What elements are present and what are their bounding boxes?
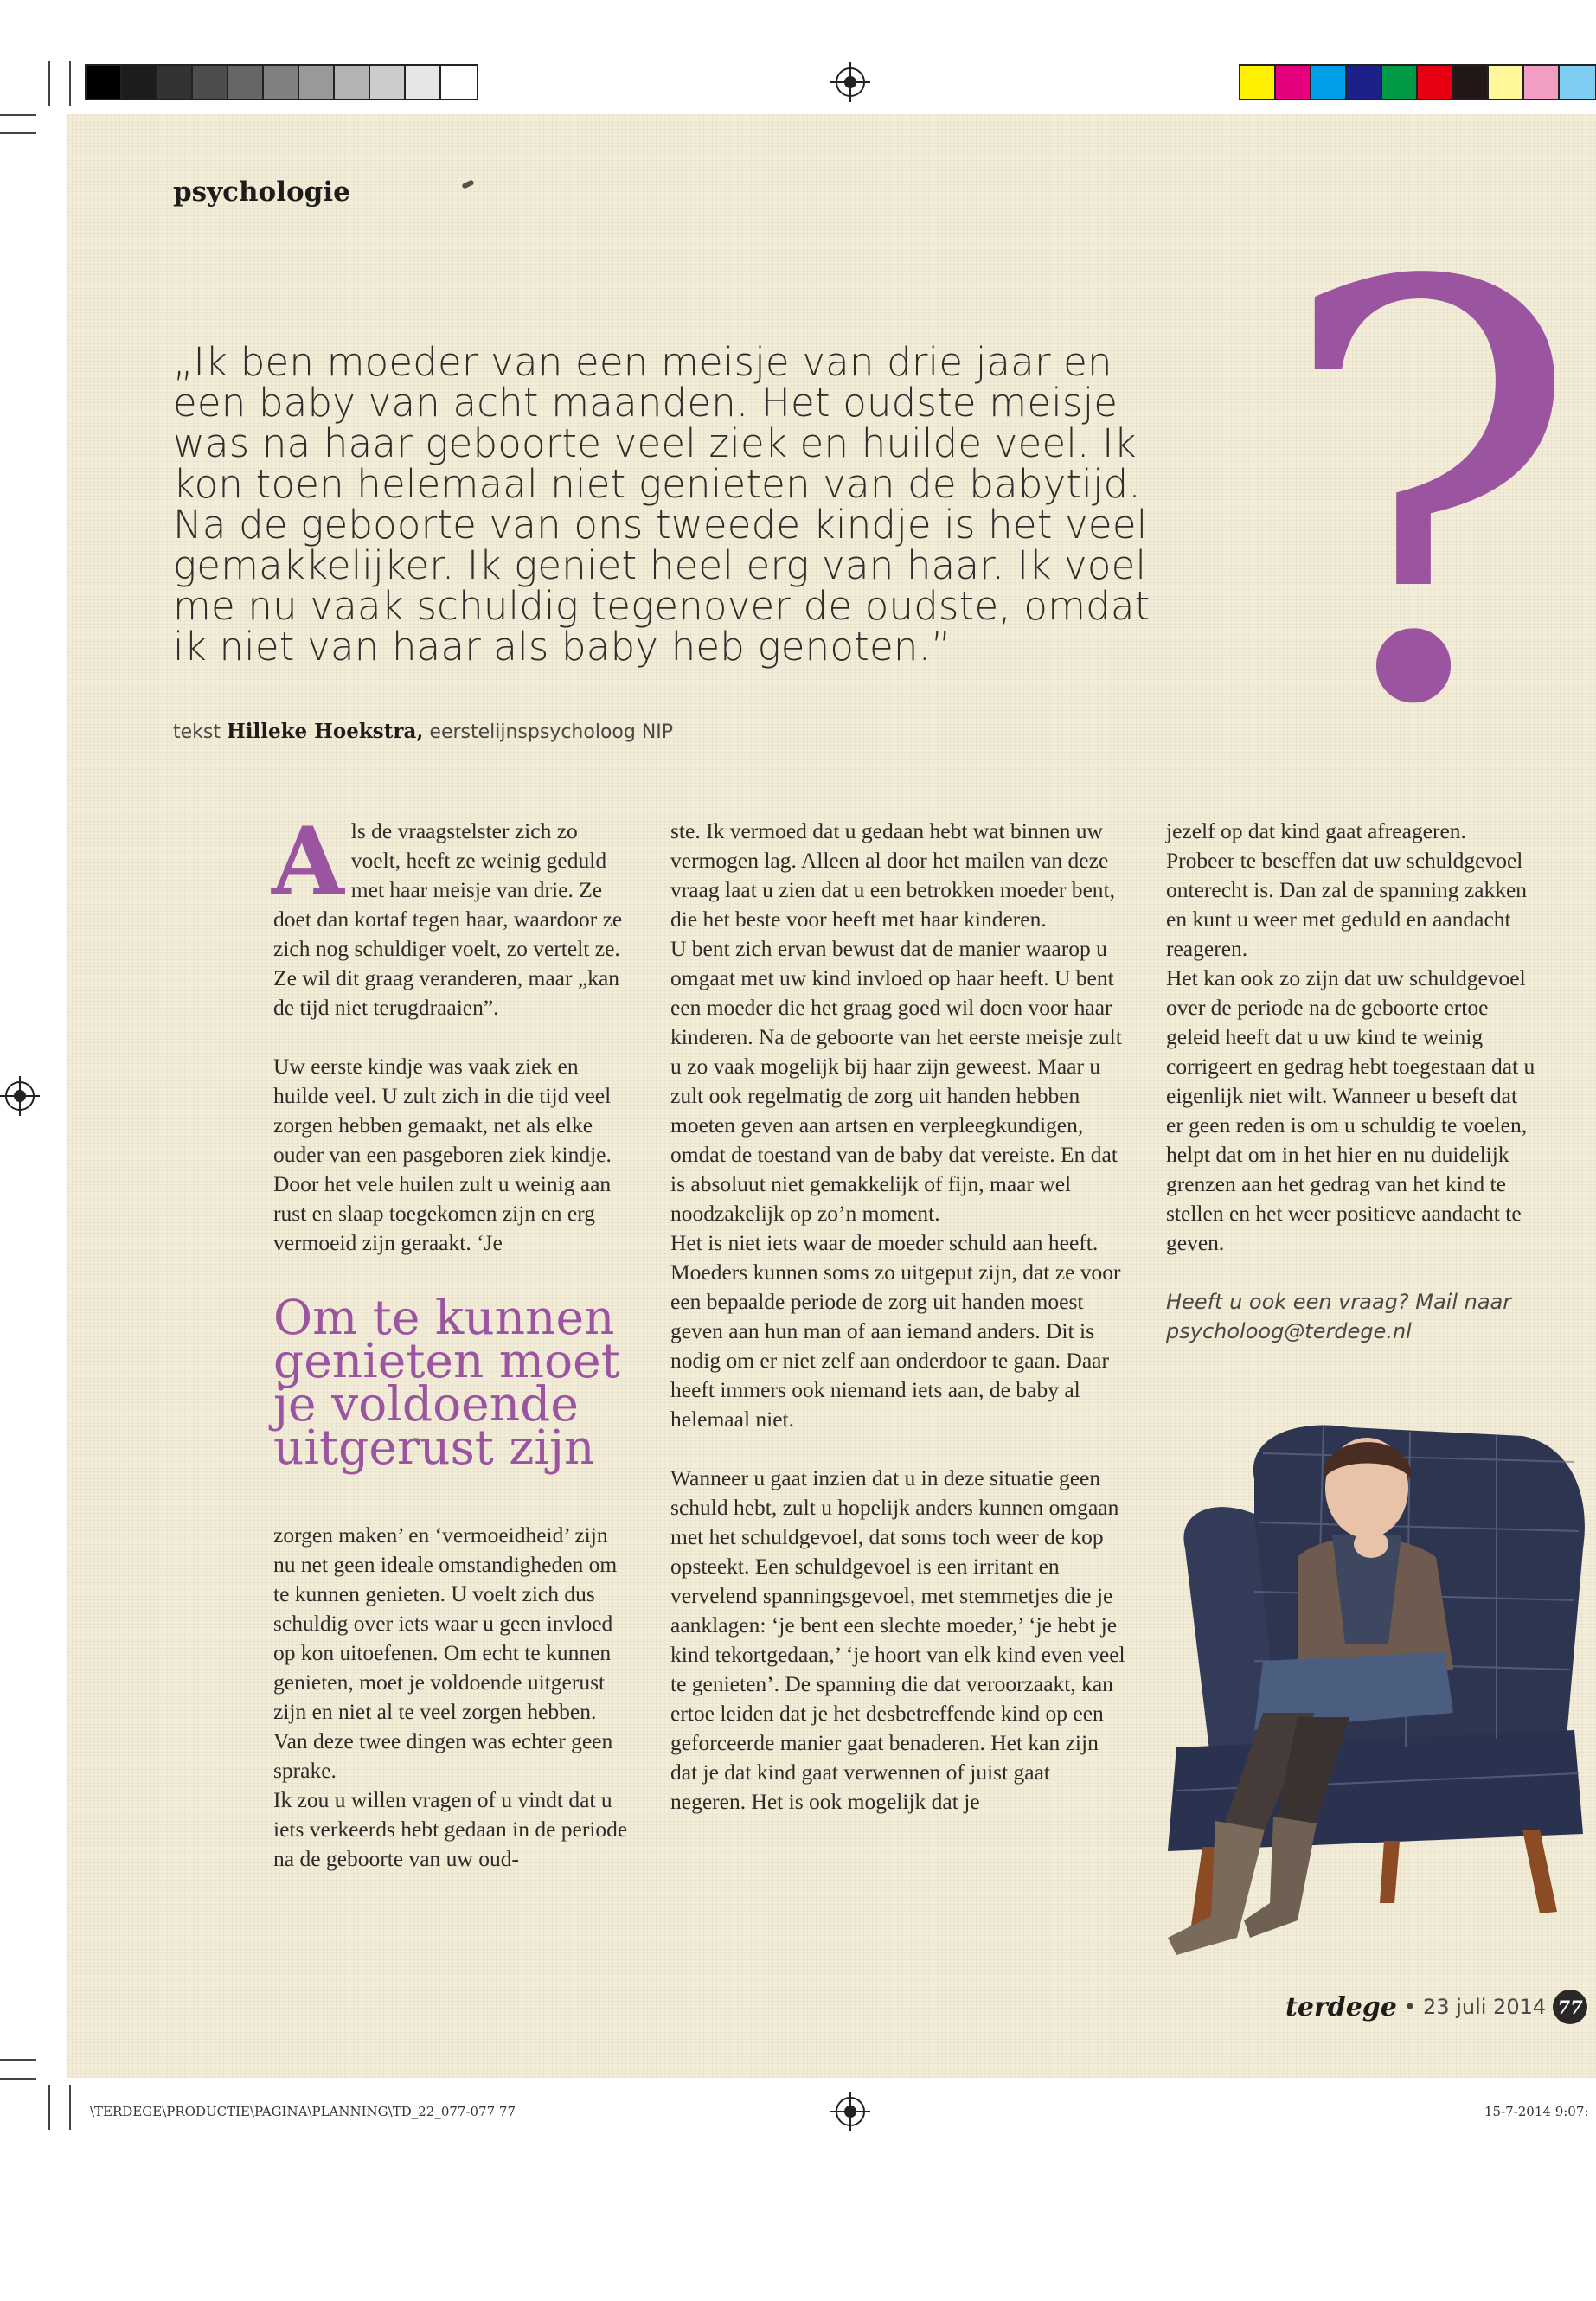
section-label: psychologie — [173, 176, 350, 208]
issue-date: 23 juli 2014 — [1423, 1995, 1547, 2019]
contact-signoff: Heeft u ook een vraag? Mail naar psycholoog@terdege.nl — [1166, 1290, 1512, 1343]
article-paragraph: Ik zou u willen vragen of u vindt dat u iets verkeerds hebt gedaan in de periode na de geboorte van uw oud- — [273, 1787, 628, 1871]
page-footer — [1285, 1990, 1587, 2024]
color-swatch — [441, 66, 477, 99]
crop-mark — [0, 2078, 36, 2080]
article-paragraph: jezelf op dat kind gaat afreageren. Probeer te beseffen dat uw schuldgevoel onterecht is. Dan zal de spanning zakken en kunt u weer met geduld en aandacht reageren. — [1166, 818, 1528, 961]
color-swatch — [406, 66, 441, 99]
byline-role: eerstelijnspsycholoog NIP — [429, 721, 674, 743]
article-column-1 — [272, 807, 630, 1874]
crop-mark — [69, 2085, 71, 2130]
crop-mark — [69, 61, 71, 106]
color-swatch — [193, 66, 228, 99]
article-paragraph: ls de vraagstelster zich zo voelt, heeft ze weinig geduld met haar meisje van drie. Ze doet dan kortaf tegen haar, waardoor ze zich nog schuldiger voelt, zo vertelt ze. Ze wil dit graag veranderen, maar „kan de tijd niet terugdraaien”. — [273, 818, 623, 1020]
color-swatch — [1453, 66, 1489, 99]
psychologist-photo — [1038, 1384, 1596, 1990]
color-swatch — [1524, 66, 1560, 99]
color-swatch — [1418, 66, 1453, 99]
pull-quote: Om te kunnen genieten moet je voldoende uitgerust zijn — [273, 1290, 620, 1475]
byline-prefix: tekst — [173, 721, 221, 743]
print-slug-timestamp: 15-7-2014 9:07: — [1484, 2104, 1589, 2119]
article-paragraph: Wanneer u gaat inzien dat u in deze situatie geen schuld hebt, zult u hopelijk anders kunnen omgaan met het schuldgevoel, dat soms toch weer de kop opsteekt. Een schuldgevoel is een irritant en vervelend spanningsgevoel, met stemmetjes die je aanklagen: ‘je bent een slechte moeder,’ ‘je hebt je kind tekortgedaan,’ ‘je hoort van elk kind even veel te genieten’. De spanning die dat veroorzaakt, kan ertoe leiden dat je het desbetreffende kind op een geforceerde manier gaat benaderen. Het kan zijn dat je dat kind gaat verwennen of juist gaat negeren. Het is ook mogelijk dat je — [670, 1465, 1125, 1814]
registration-mark-icon — [836, 2097, 865, 2126]
crop-mark — [48, 61, 50, 106]
article-paragraph: Het kan ook zo zijn dat uw schuldgevoel over de periode na de geboorte ertoe geleid heeft dat u uw kind te weinig corrigeert en gedrag hebt toegestaan dat u eigenlijk niet wilt. Wanneer u beseft dat er geen reden is om u schuldig te voelen, helpt dat om in het hier en nu duidelijk grenzen aan het gedrag van het kind te stellen en het weer positieve aandacht te geven. — [1166, 965, 1535, 1255]
article-paragraph: ste. Ik vermoed dat u gedaan hebt wat binnen uw vermogen lag. Alleen al door het mailen van deze vraag laat u zien dat u een betrokken moeder bent, die het beste voor heeft met haar kinderen. — [670, 818, 1116, 932]
color-swatch — [335, 66, 370, 99]
byline — [173, 720, 673, 743]
page-number: 77 — [1553, 1990, 1587, 2024]
color-swatch — [87, 66, 122, 99]
byline-author: Hilleke Hoekstra, — [227, 720, 424, 743]
color-swatch — [157, 66, 193, 99]
magazine-brand: terdege — [1285, 1991, 1397, 2022]
color-swatch — [264, 66, 299, 99]
article-paragraph: zorgen maken’ en ‘vermoeidheid’ zijn nu net geen ideale omstandigheden om te kunnen genieten. U voelt zich dus schuldig over iets waar u geen invloed op kon uitoefenen. Om echt te kunnen genieten, moet je voldoende uitgerust zijn en niet al te veel zorgen hebben. Van deze twee dingen was echter geen sprake. — [273, 1522, 618, 1783]
color-swatch — [1276, 66, 1311, 99]
crop-mark — [0, 132, 36, 134]
drop-cap: A — [272, 807, 344, 916]
footer-separator: • — [1403, 1995, 1417, 2019]
color-swatch — [122, 66, 157, 99]
color-swatch — [299, 66, 335, 99]
grayscale-color-bar — [85, 64, 478, 100]
registration-mark-icon — [5, 1081, 35, 1111]
article-paragraph: Het is niet iets waar de moeder schuld aan heeft. Moeders kunnen soms zo uitgeput zijn, dat ze voor een bepaalde periode de zorg uit handen moest geven aan hun man of aan iemand anders. Dit is nodig om er niet zelf aan onderdoor te gaan. Daar heeft immers ook niemand iets aan, de baby al helemaal niet. — [670, 1230, 1121, 1432]
print-slug-path: \TERDEGE\PRODUCTIE\PAGINA\PLANNING\TD_22_077-077 77 — [90, 2104, 516, 2119]
color-swatch — [1240, 66, 1276, 99]
article-column-3 — [1166, 817, 1538, 1346]
crop-mark — [0, 114, 36, 116]
color-swatch — [1489, 66, 1524, 99]
article-paragraph: Uw eerste kindje was vaak ziek en huilde veel. U zult zich in die tijd veel zorgen hebben gemaakt, net als elke ouder van een pasgeboren ziek kindje. Door het vele huilen zult u weinig aan rust en slaap toegekomen zijn en erg vermoeid zijn geraakt. ‘Je — [273, 1054, 612, 1255]
color-swatch — [1311, 66, 1347, 99]
registration-mark-icon — [836, 67, 865, 97]
crop-mark — [0, 2059, 36, 2061]
reader-question: „Ik ben moeder van een meisje van drie jaar en een baby van acht maanden. Het oudste meisje was na haar geboorte veel ziek en huilde veel. Ik kon toen helemaal niet genieten van de babytijd. Na de geboorte van ons tweede kindje is het veel gemakkelijker. Ik geniet heel erg van haar. Ik voel me nu vaak schuldig tegenover de oudste, omdat ik niet van haar als baby heb genoten.” — [173, 339, 1151, 670]
question-mark-icon: ? — [1276, 164, 1582, 830]
process-color-bar — [1239, 64, 1596, 100]
article-paragraph: U bent zich ervan bewust dat de manier waarop u omgaat met uw kind invloed op haar heeft. U bent een moeder die het graag goed wil doen voor haar kinderen. Na de geboorte van het eerste meisje zult u zo vaak mogelijk bij haar zijn geweest. Maar u zult ook regelmatig de zorg uit handen hebben moeten geven aan artsen en verpleegkundigen, omdat de toestand van de baby dat vereiste. En dat is absoluut niet gemakkelijk of fijn, maar wel noodzakelijk op zo’n moment. — [670, 936, 1122, 1226]
color-swatch — [1347, 66, 1382, 99]
color-swatch — [1560, 66, 1595, 99]
color-swatch — [370, 66, 406, 99]
color-swatch — [228, 66, 264, 99]
crop-mark — [48, 2085, 50, 2130]
color-swatch — [1382, 66, 1418, 99]
